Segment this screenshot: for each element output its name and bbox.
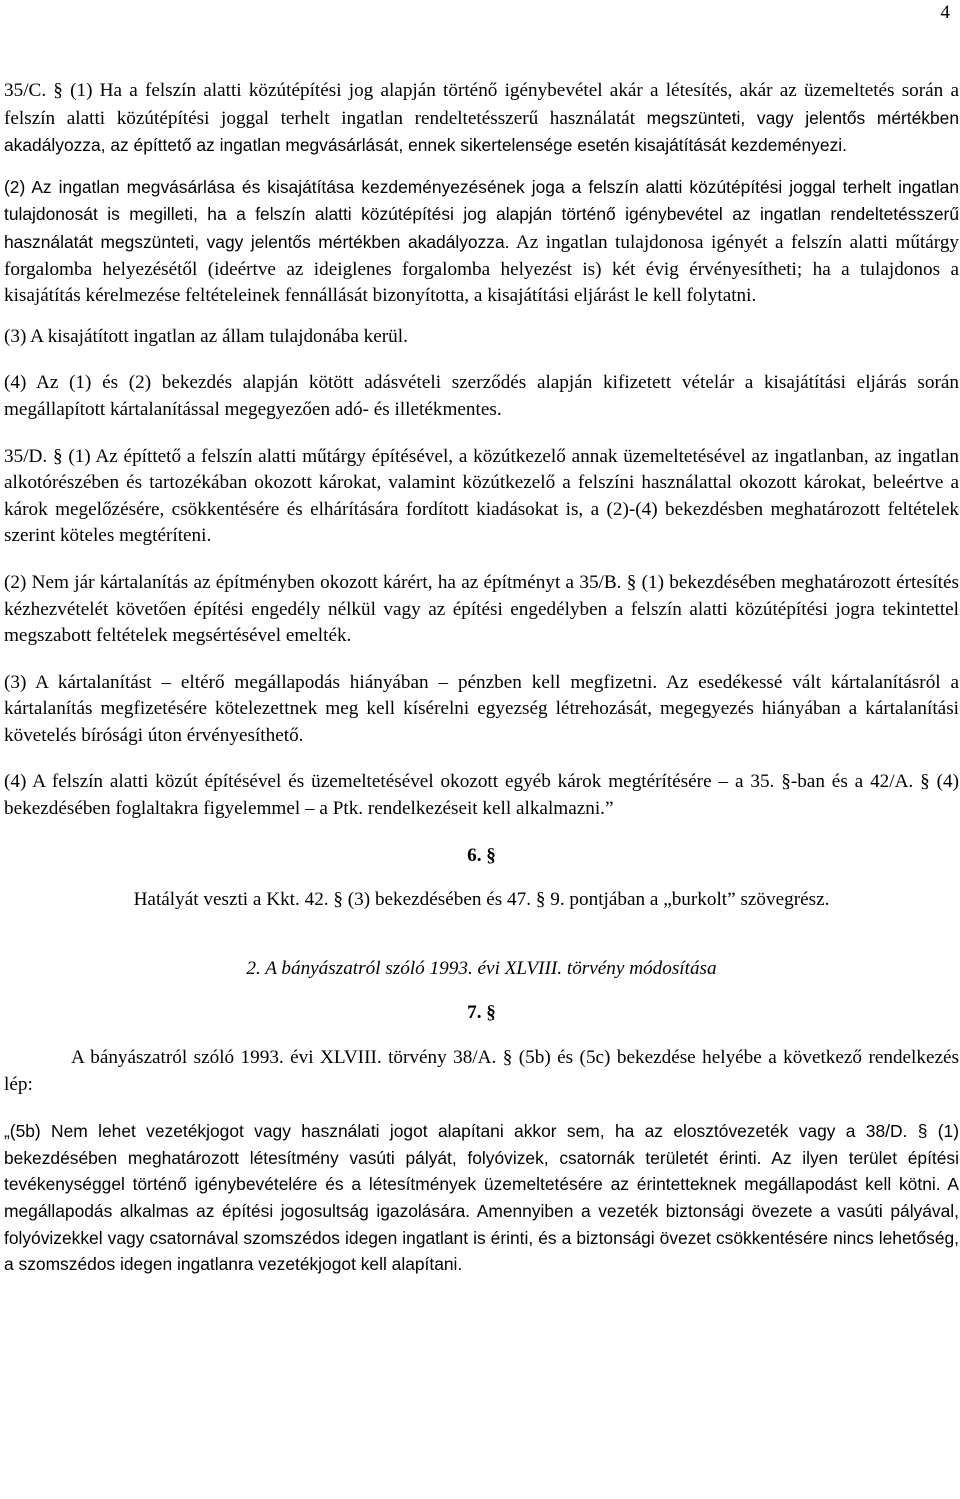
page-number: 4 [940, 2, 950, 23]
paragraph-35c-2-part-a: (2) Az ingatlan megvásárlása és kisajátítása kezdeményezésének joga a felszín alatti közútépítési joggal terhelt ingatlan tulajdonosát is megilleti, ha a felszín alatti közútépítési jog alapján történő igénybevétel az ingatlan rendeltetésszerű használatát megszünteti, vagy jelentős mértékben akadályozza. [4, 176, 959, 252]
section-7-text: A bányászatról szóló 1993. évi XLVIII. törvény 38/A. § (5b) és (5c) bekezdése helyébe a következő rendelkezés lép: [4, 1047, 959, 1095]
paragraph-35c-1 [4, 78, 959, 160]
section-7-heading: 7. § [467, 1002, 496, 1024]
document-body [4, 78, 959, 1298]
paragraph-35c-1-part-b: megszünteti, vagy jelentős mértékben akadályozza, az építtető az ingatlan megvásárlását, ennek sikertelensége esetén kisajátítását kezdeményezi. [4, 107, 959, 156]
chapter-2-title: 2. A bányászatról szóló 1993. évi XLVIII. törvény módosítása [246, 957, 717, 979]
paragraph-35d-3: (3) A kártalanítást – eltérő megállapodás hiányában – pénzben kell megfizetni. Az esedékessé vált kártalanításról a kártalanítás megfizetésére kötelezettnek meg kell kísérelni egyezség létrehozását, megegyezés hiányában a kártalanítási követelés bírósági úton érvényesíthető. [4, 671, 959, 746]
paragraph-35d-2: (2) Nem jár kártalanítás az építményben okozott kárért, ha az építményt a 35/B. § (1) bekezdésében meghatározott értesítés kézhezvételét követően építési engedély nélkül vagy az építési engedélyben a felszín alatti közútépítési jogra tekintettel megszabott feltételek megsértésével emelték. [4, 571, 959, 647]
paragraph-35c-1-part-a: 35/C. § (1) Ha a felszín alatti közútépítési jog alapján történő igénybevétel akár a létesítés, akár az üzemeltetés során a felszín alatti közútépítési joggal terhelt ingatlan rendeltetésszerű használatát [4, 80, 959, 129]
paragraph-35c-4: (4) Az (1) és (2) bekezdés alapján kötött adásvételi szerződés alapján kifizetett vételár a kisajátítási eljárás során megállapított kártalanítással megegyezően adó- és illetékmentes. [4, 372, 959, 420]
section-7-quote: „(5b) Nem lehet vezetékjogot vagy használati jogot alapítani akkor sem, ha az elosztóvezeték vagy a 38/D. § (1) bekezdésében meghatározott létesítmény vasúti pályát, folyóvizek, csatornák területét érinti. Az ilyen terület építési tevékenységgel történő igénybevételére és a létesítmények üzemeltetésére az érintetteknek megállapodást kell kötni. A megállapodás alkalmas az építési jogosultság igazolására. Amennyiben a vezeték biztonsági övezete a vasúti pályával, folyóvizekkel vagy csatornával szomszédos idegen ingatlant is érinti, és a biztonsági övezet csökkentésére nincs lehetőség, a szomszédos idegen ingatlanra vezetékjogot kell alapítani. [4, 1121, 959, 1275]
paragraph-35c-2 [4, 174, 959, 310]
section-6-heading: 6. § [467, 844, 496, 866]
paragraph-35d-4: (4) A felszín alatti közút építésével és üzemeltetésével okozott egyéb károk megtérítésére – a 35. §-ban és a 42/A. § (4) bekezdésében foglaltakra figyelemmel – a Ptk. rendelkezéseit kell alkalmazni.” [4, 771, 959, 820]
paragraph-35d-1: 35/D. § (1) Az építtető a felszín alatti műtárgy építésével, a közútkezelő annak üzemeltetésével az ingatlanban, az ingatlan alkotórészében és tartozékában okozott károkat, valamint közútkezelő a felszíni használattal okozott károkat, beleértve a károk megelőzésére, csökkentésére és elhárítására fordított kiadásokat is, a (2)-(4) bekezdésben meghatározott feltételek szerint köteles megtéríteni. [4, 445, 959, 547]
paragraph-35c-3: (3) A kisajátított ingatlan az állam tulajdonába kerül. [4, 325, 408, 347]
paragraph-35c-2-part-b: Az ingatlan tulajdonosa igényét a felszín alatti műtárgy forgalomba helyezésétől (ideértve az ideiglenes forgalomba helyezést is) két évig érvényesítheti; ha a tulajdonos a kisajátítás kérelmezése feltételeinek fennállását bizonyította, a kisajátítási eljárást le kell folytatni. [4, 231, 960, 307]
section-6-text: Hatályát veszti a Kkt. 42. § (3) bekezdésében és 47. § 9. pontjában a „burkolt” szövegrész. [133, 889, 830, 911]
